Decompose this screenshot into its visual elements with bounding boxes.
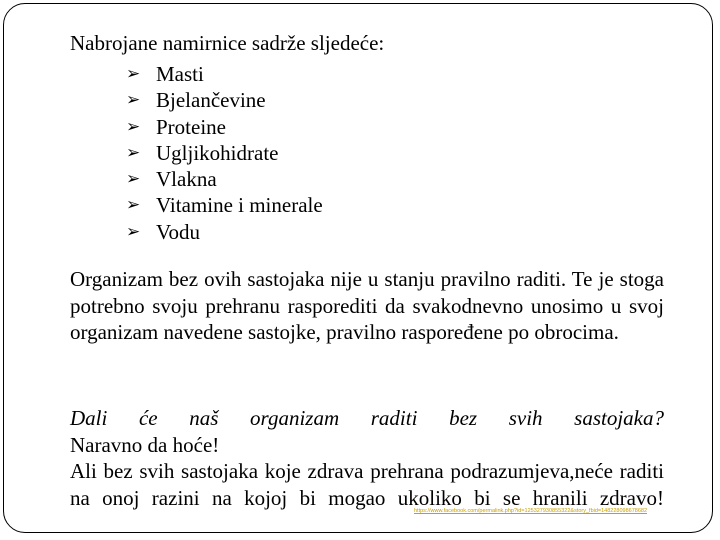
body-paragraph: Organizam bez ovih sastojaka nije u stanju pravilno raditi. Te je stoga potrebno svoju prehranu rasporediti da svakodnevno unosimo u svoj organizam navedene sastojke, pravilno raspoređene po obrocima. <box>70 267 664 344</box>
slide-frame <box>3 3 713 533</box>
arrow-bullet-icon: ➢ <box>126 169 141 190</box>
closing-text: Ali bez svih sastojaka koje zdrava prehrana podrazumjeva,neće raditi na onoj razini na kojoj bi mogao ukoliko bi se hranili zdravo! <box>70 459 664 510</box>
closing-paragraph <box>70 405 664 511</box>
list-item <box>126 219 323 245</box>
list-item-label: Vodu <box>156 219 200 244</box>
list-item-label: Bjelančevine <box>156 88 266 113</box>
arrow-bullet-icon: ➢ <box>126 142 141 163</box>
answer-line: Naravno da hoće! <box>70 432 220 457</box>
intro-heading: Nabrojane namirnice sadrže sljedeće: <box>70 31 385 55</box>
list-item-label: Vlakna <box>156 167 217 192</box>
arrow-bullet-icon: ➢ <box>126 195 141 216</box>
list-item-label: Ugljikohidrate <box>156 140 279 165</box>
list-item-label: Masti <box>156 62 204 86</box>
arrow-bullet-icon: ➢ <box>126 64 141 84</box>
list-item <box>126 61 323 87</box>
list-item <box>126 166 323 192</box>
arrow-bullet-icon: ➢ <box>126 116 141 137</box>
arrow-bullet-icon: ➢ <box>126 221 141 242</box>
list-item <box>126 87 323 113</box>
list-item <box>126 192 323 218</box>
list-item-label: Vitamine i minerale <box>156 193 323 218</box>
list-item-label: Proteine <box>156 114 226 139</box>
list-item <box>126 140 323 166</box>
list-item <box>126 114 323 140</box>
source-link[interactable]: https://www.facebook.com/permalink.php?id=125327930855322&story_fbid=148228098678682 <box>414 508 648 514</box>
question-line: Dali će naš organizam raditi bez svih sastojaka? <box>70 406 664 430</box>
arrow-bullet-icon: ➢ <box>126 90 141 111</box>
nutrient-list <box>126 61 323 245</box>
